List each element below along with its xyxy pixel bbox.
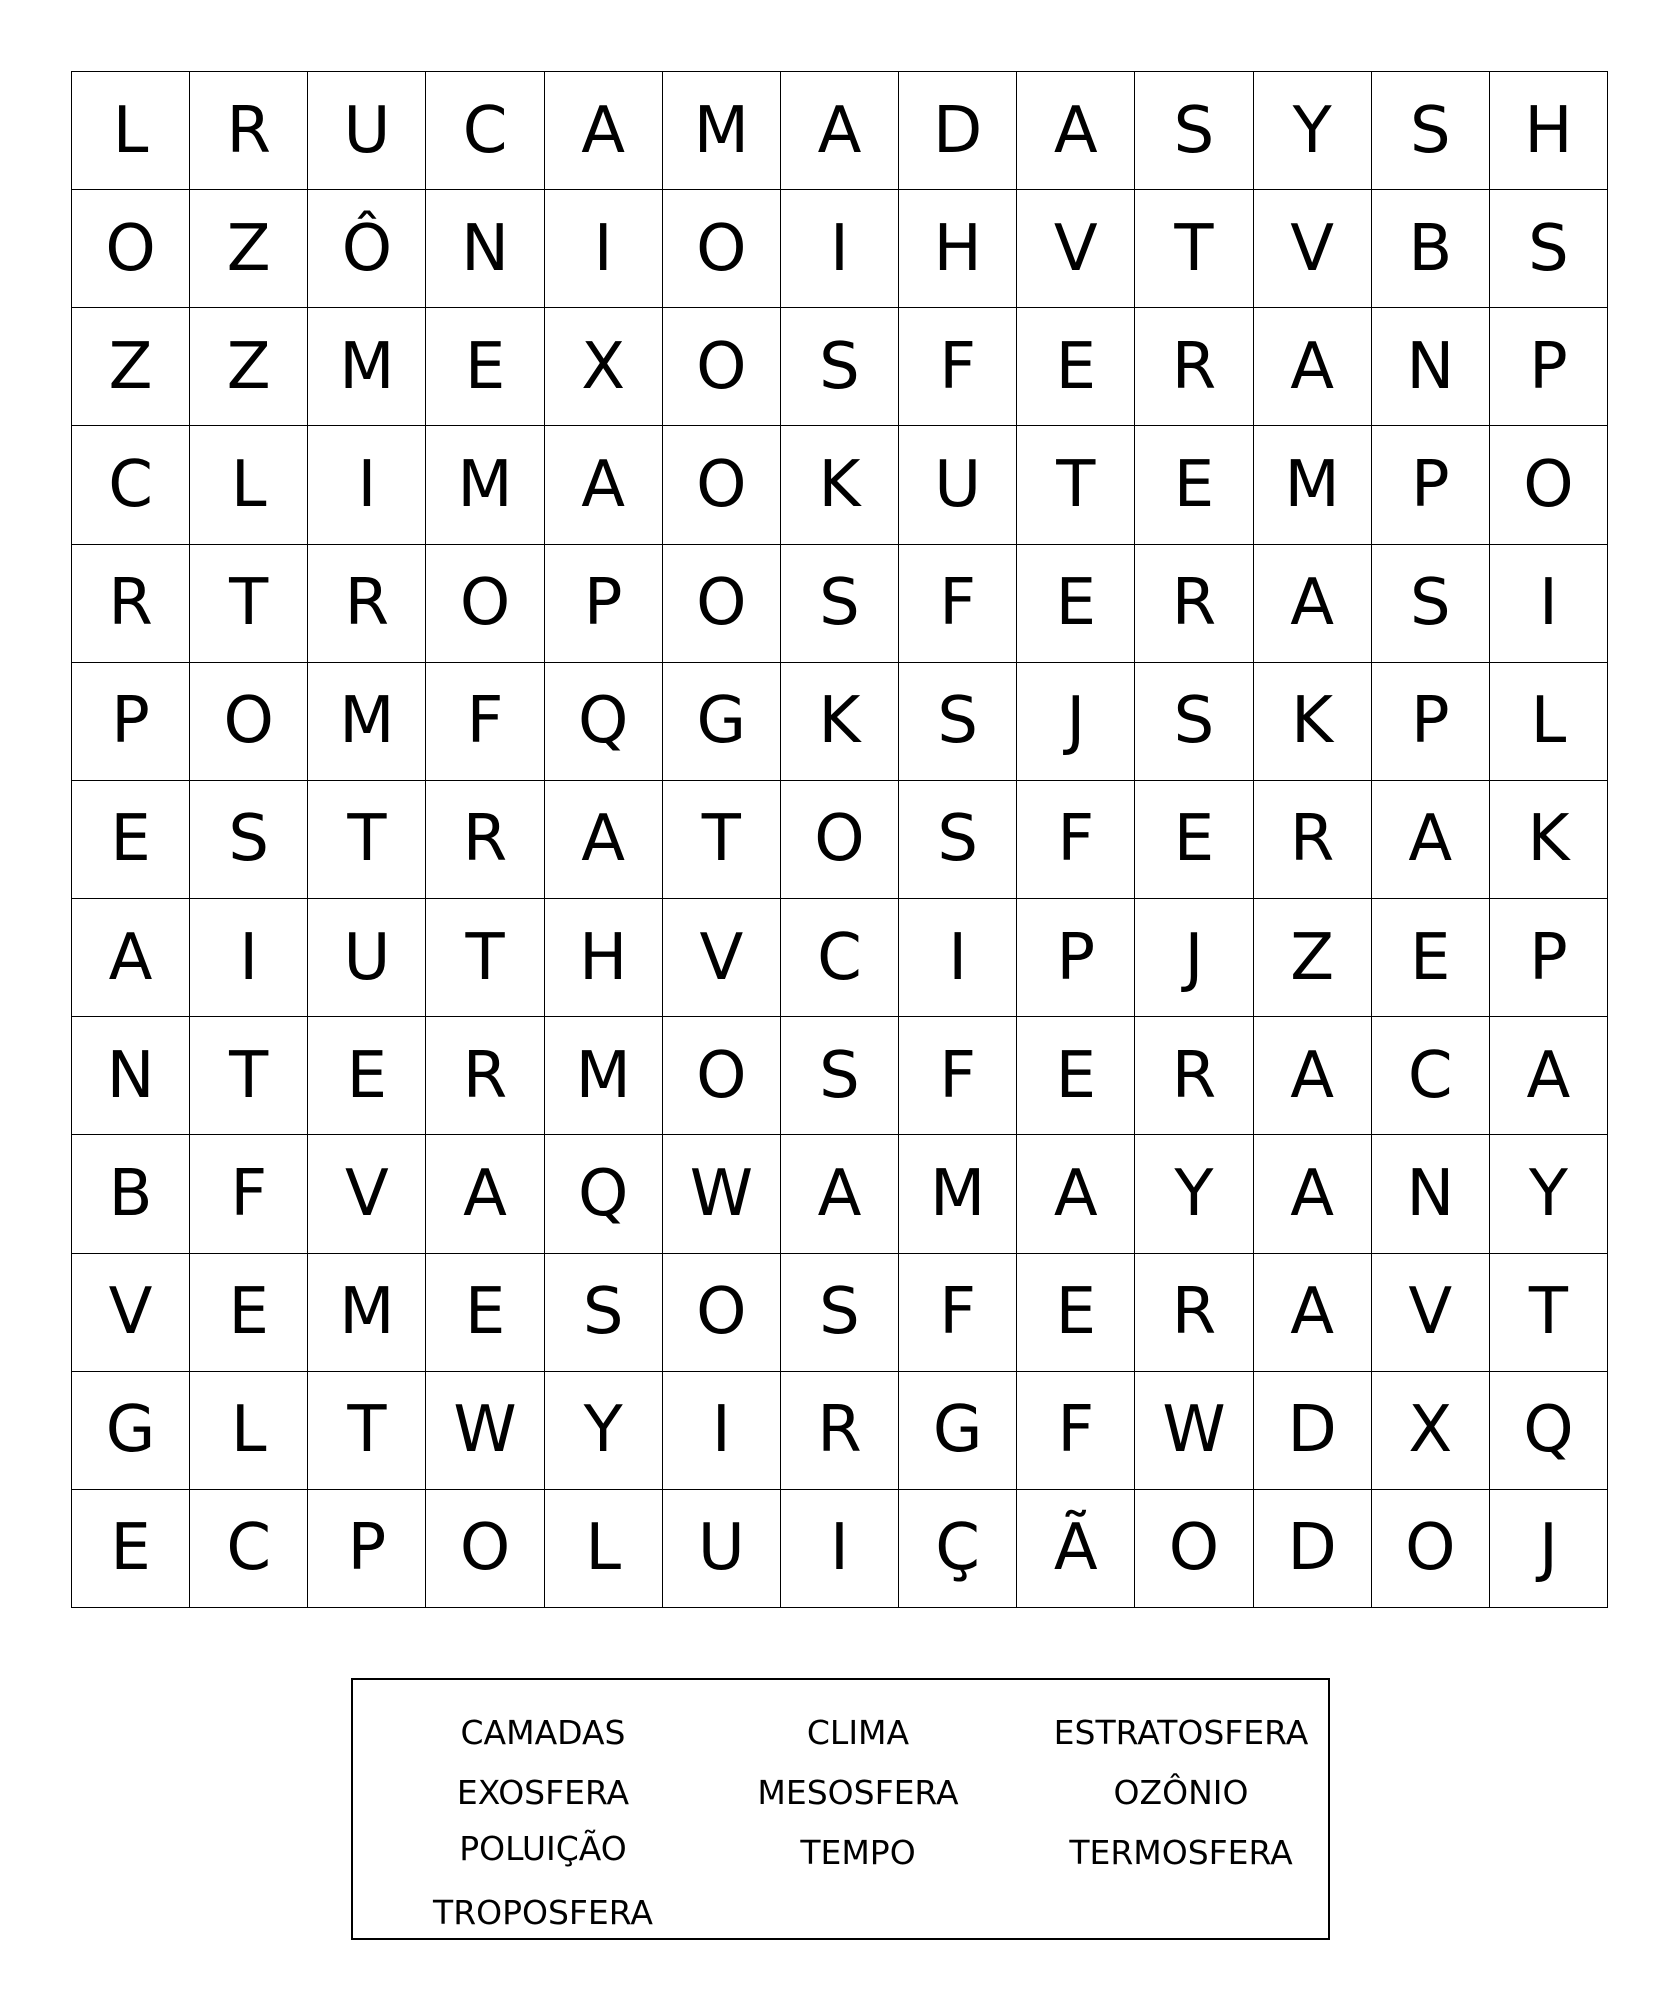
grid-cell[interactable]: V	[1017, 190, 1135, 308]
grid-cell[interactable]: K	[781, 663, 899, 781]
grid-cell[interactable]: P	[72, 663, 190, 781]
grid-cell[interactable]: N	[72, 1017, 190, 1135]
grid-cell[interactable]: S	[1490, 190, 1608, 308]
grid-cell[interactable]: E	[1017, 308, 1135, 426]
grid-cell[interactable]: Y	[545, 1372, 663, 1490]
grid-cell[interactable]: G	[72, 1372, 190, 1490]
grid-cell[interactable]: S	[781, 545, 899, 663]
grid-cell[interactable]: T	[426, 899, 544, 1017]
grid-cell[interactable]: O	[1490, 426, 1608, 544]
grid-cell[interactable]: A	[781, 1135, 899, 1253]
grid-cell[interactable]: P	[1372, 426, 1490, 544]
grid-cell[interactable]: I	[1490, 545, 1608, 663]
word-termosfera: TERMOSFERA	[1069, 1833, 1293, 1872]
grid-cell[interactable]: Q	[1490, 1372, 1608, 1490]
grid-cell[interactable]: E	[1372, 899, 1490, 1017]
grid-cell[interactable]: H	[899, 190, 1017, 308]
grid-cell[interactable]: J	[1017, 663, 1135, 781]
grid-cell[interactable]: S	[1135, 72, 1253, 190]
grid-cell[interactable]: S	[1135, 663, 1253, 781]
grid-cell[interactable]: W	[663, 1135, 781, 1253]
grid-cell[interactable]: C	[1372, 1017, 1490, 1135]
grid-cell[interactable]: Y	[1254, 72, 1372, 190]
grid-cell[interactable]: T	[308, 781, 426, 899]
grid-cell[interactable]: E	[426, 308, 544, 426]
grid-cell[interactable]: L	[190, 426, 308, 544]
grid-cell[interactable]: I	[781, 190, 899, 308]
grid-cell[interactable]: C	[426, 72, 544, 190]
grid-cell[interactable]: Ã	[1017, 1490, 1135, 1608]
grid-cell[interactable]: F	[190, 1135, 308, 1253]
grid-cell[interactable]: S	[899, 663, 1017, 781]
grid-cell[interactable]: Y	[1490, 1135, 1608, 1253]
grid-cell[interactable]: Z	[190, 190, 308, 308]
grid-cell[interactable]: T	[1490, 1254, 1608, 1372]
grid-cell[interactable]: R	[308, 545, 426, 663]
grid-cell[interactable]: E	[426, 1254, 544, 1372]
grid-cell[interactable]: T	[190, 1017, 308, 1135]
grid-cell[interactable]: O	[426, 545, 544, 663]
word-exosfera: EXOSFERA	[456, 1773, 630, 1812]
grid-cell[interactable]: P	[1490, 899, 1608, 1017]
grid-cell[interactable]: E	[308, 1017, 426, 1135]
grid-cell[interactable]: F	[899, 1017, 1017, 1135]
grid-cell[interactable]: V	[663, 899, 781, 1017]
grid-cell[interactable]: E	[1135, 426, 1253, 544]
grid-cell[interactable]: L	[545, 1490, 663, 1608]
grid-cell[interactable]: Z	[190, 308, 308, 426]
grid-cell[interactable]: B	[72, 1135, 190, 1253]
grid-cell[interactable]: D	[1254, 1490, 1372, 1608]
grid-cell[interactable]: T	[1017, 426, 1135, 544]
grid-cell[interactable]: A	[1254, 1254, 1372, 1372]
grid-cell[interactable]: X	[1372, 1372, 1490, 1490]
grid-cell[interactable]: O	[663, 1017, 781, 1135]
grid-cell[interactable]: I	[308, 426, 426, 544]
grid-cell[interactable]: T	[663, 781, 781, 899]
grid-cell[interactable]: W	[1135, 1372, 1253, 1490]
grid-cell[interactable]: O	[1372, 1490, 1490, 1608]
grid-cell[interactable]: P	[1017, 899, 1135, 1017]
grid-cell[interactable]: S	[781, 1254, 899, 1372]
grid-cell[interactable]: K	[1490, 781, 1608, 899]
word-tempo: TEMPO	[800, 1833, 916, 1872]
grid-cell[interactable]: A	[1017, 72, 1135, 190]
grid-cell[interactable]: R	[1135, 1254, 1253, 1372]
grid-cell[interactable]: E	[190, 1254, 308, 1372]
grid-cell[interactable]: F	[426, 663, 544, 781]
grid-cell[interactable]: I	[190, 899, 308, 1017]
grid-cell[interactable]: R	[1135, 308, 1253, 426]
grid-cell[interactable]: H	[545, 899, 663, 1017]
grid-cell[interactable]: Y	[1135, 1135, 1253, 1253]
grid-cell[interactable]: L	[190, 1372, 308, 1490]
grid-cell[interactable]: U	[899, 426, 1017, 544]
grid-cell[interactable]: X	[545, 308, 663, 426]
grid-cell[interactable]: O	[190, 663, 308, 781]
grid-cell[interactable]: Ç	[899, 1490, 1017, 1608]
grid-cell[interactable]: E	[72, 781, 190, 899]
grid-cell[interactable]: Q	[545, 663, 663, 781]
grid-cell[interactable]: M	[1254, 426, 1372, 544]
grid-cell[interactable]: A	[426, 1135, 544, 1253]
grid-cell[interactable]: P	[308, 1490, 426, 1608]
grid-cell[interactable]: S	[899, 781, 1017, 899]
word-troposfera: TROPOSFERA	[433, 1893, 653, 1932]
grid-cell[interactable]: L	[72, 72, 190, 190]
grid-cell[interactable]: O	[663, 426, 781, 544]
grid-cell[interactable]: S	[781, 308, 899, 426]
grid-cell[interactable]: W	[426, 1372, 544, 1490]
grid-cell[interactable]: F	[1017, 1372, 1135, 1490]
grid-cell[interactable]: A	[1490, 1017, 1608, 1135]
word-mesosfera: MESOSFERA	[757, 1773, 959, 1812]
grid-cell[interactable]: F	[899, 545, 1017, 663]
grid-cell[interactable]: L	[1490, 663, 1608, 781]
word-clima: CLIMA	[806, 1713, 910, 1752]
grid-cell[interactable]: E	[1135, 781, 1253, 899]
grid-cell[interactable]: K	[781, 426, 899, 544]
grid-cell[interactable]: O	[663, 1254, 781, 1372]
grid-cell[interactable]: S	[781, 1017, 899, 1135]
grid-cell[interactable]: U	[663, 1490, 781, 1608]
grid-cell[interactable]: R	[1135, 545, 1253, 663]
word-poluicao: POLUIÇÃO	[459, 1829, 627, 1868]
grid-cell[interactable]: O	[663, 190, 781, 308]
grid-cell[interactable]: T	[190, 545, 308, 663]
grid-cell[interactable]: A	[1372, 781, 1490, 899]
grid-cell[interactable]: C	[781, 899, 899, 1017]
grid-cell[interactable]: M	[426, 426, 544, 544]
grid-cell[interactable]: R	[1254, 781, 1372, 899]
grid-cell[interactable]: T	[1135, 190, 1253, 308]
grid-cell[interactable]: A	[72, 899, 190, 1017]
grid-cell[interactable]: U	[308, 72, 426, 190]
grid-cell[interactable]: O	[426, 1490, 544, 1608]
grid-cell[interactable]: E	[1017, 1254, 1135, 1372]
grid-cell[interactable]: V	[308, 1135, 426, 1253]
grid-cell[interactable]: M	[663, 72, 781, 190]
grid-cell[interactable]: V	[72, 1254, 190, 1372]
grid-cell[interactable]: Ô	[308, 190, 426, 308]
word-camadas: CAMADAS	[460, 1713, 626, 1752]
grid-cell[interactable]: A	[1254, 1135, 1372, 1253]
grid-cell[interactable]: D	[1254, 1372, 1372, 1490]
grid-cell[interactable]: Q	[545, 1135, 663, 1253]
grid-cell[interactable]: R	[190, 72, 308, 190]
grid-cell[interactable]: C	[72, 426, 190, 544]
grid-cell[interactable]: S	[190, 781, 308, 899]
grid-cell[interactable]: E	[72, 1490, 190, 1608]
grid-cell[interactable]: V	[1372, 1254, 1490, 1372]
grid-cell[interactable]: A	[781, 72, 899, 190]
grid-cell[interactable]: N	[1372, 1135, 1490, 1253]
grid-cell[interactable]: V	[1254, 190, 1372, 308]
grid-cell[interactable]: H	[1490, 72, 1608, 190]
grid-cell[interactable]: M	[308, 663, 426, 781]
grid-cell[interactable]: U	[308, 899, 426, 1017]
grid-cell[interactable]: R	[426, 1017, 544, 1135]
grid-cell[interactable]: M	[899, 1135, 1017, 1253]
grid-cell[interactable]: N	[1372, 308, 1490, 426]
grid-cell[interactable]: G	[663, 663, 781, 781]
grid-cell[interactable]: I	[899, 899, 1017, 1017]
grid-cell[interactable]: J	[1490, 1490, 1608, 1608]
grid-cell[interactable]: A	[1254, 308, 1372, 426]
grid-cell[interactable]: R	[1135, 1017, 1253, 1135]
grid-cell[interactable]: R	[72, 545, 190, 663]
grid-cell[interactable]: O	[72, 190, 190, 308]
word-search-grid	[71, 71, 1608, 1608]
grid-cell[interactable]: D	[899, 72, 1017, 190]
grid-cell[interactable]: K	[1254, 663, 1372, 781]
grid-cell[interactable]: A	[1254, 545, 1372, 663]
word-list-box	[351, 1678, 1330, 1940]
grid-cell[interactable]: E	[1017, 545, 1135, 663]
grid-cell[interactable]: B	[1372, 190, 1490, 308]
grid-cell[interactable]: M	[545, 1017, 663, 1135]
grid-cell[interactable]: O	[1135, 1490, 1253, 1608]
grid-cell[interactable]: C	[190, 1490, 308, 1608]
grid-cell[interactable]: J	[1135, 899, 1253, 1017]
grid-cell[interactable]: I	[781, 1490, 899, 1608]
word-estratosfera: ESTRATOSFERA	[1053, 1713, 1309, 1752]
grid-cell[interactable]: F	[1017, 781, 1135, 899]
grid-cell[interactable]: Z	[72, 308, 190, 426]
grid-cell[interactable]: A	[1254, 1017, 1372, 1135]
grid-cell[interactable]: M	[308, 308, 426, 426]
grid-cell[interactable]: P	[1490, 308, 1608, 426]
grid-cell[interactable]: N	[426, 190, 544, 308]
grid-cell[interactable]: A	[545, 781, 663, 899]
grid-cell[interactable]: O	[663, 545, 781, 663]
grid-cell[interactable]: A	[545, 426, 663, 544]
grid-cell[interactable]: S	[1372, 545, 1490, 663]
grid-cell[interactable]: E	[1017, 1017, 1135, 1135]
grid-cell[interactable]: O	[663, 308, 781, 426]
grid-cell[interactable]: A	[545, 72, 663, 190]
grid-cell[interactable]: M	[308, 1254, 426, 1372]
grid-cell[interactable]: R	[426, 781, 544, 899]
grid-cell[interactable]: P	[1372, 663, 1490, 781]
grid-cell[interactable]: R	[781, 1372, 899, 1490]
grid-cell[interactable]: S	[1372, 72, 1490, 190]
grid-cell[interactable]: S	[545, 1254, 663, 1372]
word-ozonio: OZÔNIO	[1113, 1773, 1249, 1812]
grid-cell[interactable]: T	[308, 1372, 426, 1490]
grid-cell[interactable]: G	[899, 1372, 1017, 1490]
grid-cell[interactable]: I	[663, 1372, 781, 1490]
grid-cell[interactable]: Z	[1254, 899, 1372, 1017]
grid-cell[interactable]: P	[545, 545, 663, 663]
grid-cell[interactable]: F	[899, 1254, 1017, 1372]
grid-cell[interactable]: F	[899, 308, 1017, 426]
grid-cell[interactable]: A	[1017, 1135, 1135, 1253]
grid-cell[interactable]: I	[545, 190, 663, 308]
grid-cell[interactable]: O	[781, 781, 899, 899]
